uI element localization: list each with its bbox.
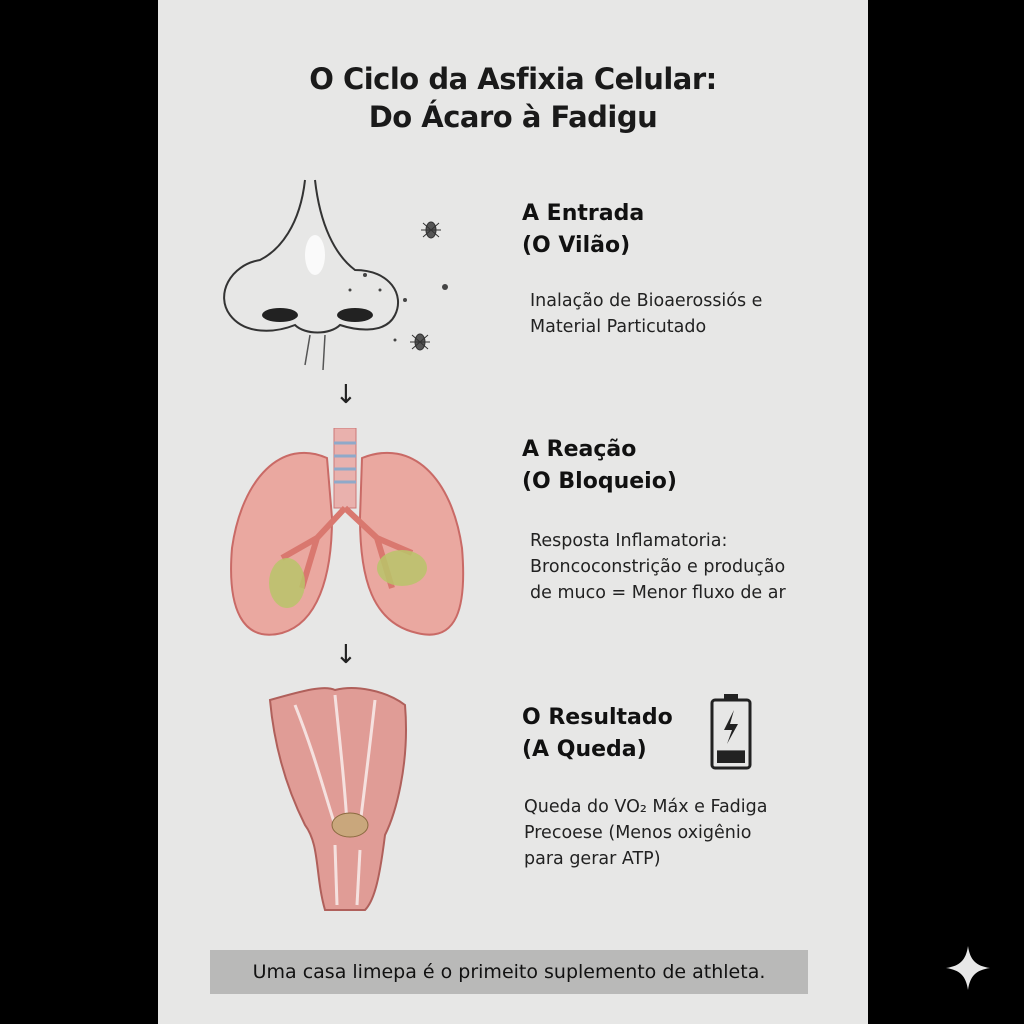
footer-text: Uma casa limepa é o primeito suplemento de athleta. <box>252 961 766 983</box>
sparkle-icon <box>944 944 992 992</box>
mite-icon <box>421 222 441 238</box>
section-resultado-body <box>524 794 767 872</box>
body-line: Broncoconstrição e produção <box>530 557 786 577</box>
heading-line: (O Vilão) <box>522 233 631 258</box>
page-title <box>158 60 868 136</box>
body-line: para gerar ATP) <box>524 849 661 869</box>
down-arrow-icon: ↓ <box>335 380 357 410</box>
down-arrow-icon: ↓ <box>335 640 357 670</box>
muscle-knee-illustration <box>265 685 415 915</box>
section-resultado-heading <box>522 702 673 766</box>
heading-line: O Resultado <box>522 705 673 730</box>
body-line: Material Particutado <box>530 317 707 337</box>
footer-banner <box>210 950 808 994</box>
section-reacao-body <box>530 528 786 606</box>
body-line: Resposta Inflamatoria: <box>530 531 728 551</box>
body-line: de muco = Menor fluxo de ar <box>530 583 786 603</box>
mite-icon <box>410 334 430 350</box>
heading-line: A Reação <box>522 437 637 462</box>
body-line: Inalação de Bioaerossiós e <box>530 291 763 311</box>
nose-mite-illustration <box>205 175 465 375</box>
section-entrada-heading <box>522 198 644 262</box>
low-battery-icon <box>708 692 754 772</box>
body-line: Queda do VO₂ Máx e Fadiga <box>524 797 768 817</box>
body-line: Precoese (Menos oxigênio <box>524 823 752 843</box>
section-entrada-body <box>530 288 762 340</box>
title-line-1: O Ciclo da Asfixia Celular: <box>309 62 717 96</box>
heading-line: (O Bloqueio) <box>522 469 677 494</box>
heading-line: A Entrada <box>522 201 645 226</box>
heading-line: (A Queda) <box>522 737 647 762</box>
lungs-illustration <box>222 428 472 648</box>
section-reacao-heading <box>522 434 677 498</box>
title-line-2: Do Ácaro à Fadigu <box>368 100 658 134</box>
